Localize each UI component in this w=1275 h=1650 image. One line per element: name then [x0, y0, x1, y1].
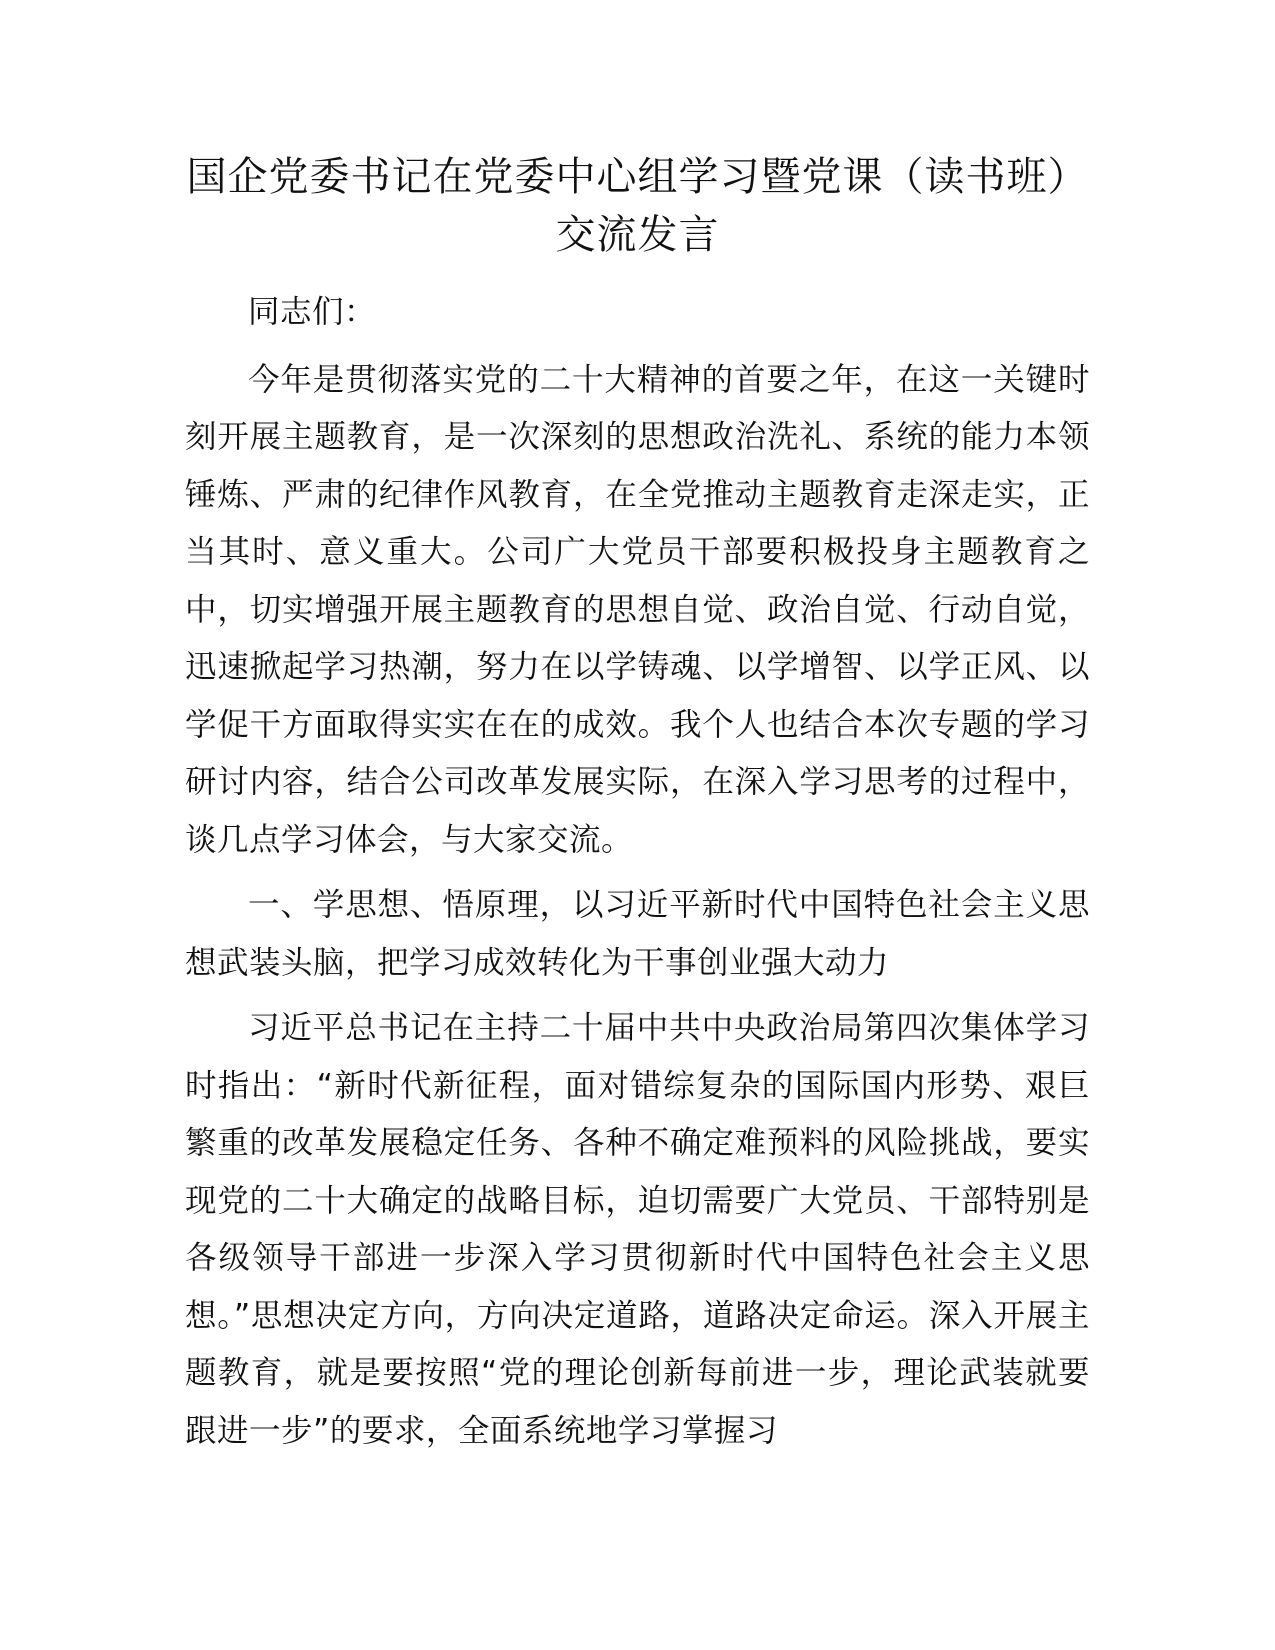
- section-heading-1: 一、学思想、悟原理，以习近平新时代中国特色社会主义思想武装头脑，把学习成效转化为干事创业强大动力: [185, 887, 1090, 981]
- paragraph-intro: 今年是贯彻落实党的二十大精神的首要之年，在这一关键时刻开展主题教育，是一次深刻的思想政治洗礼、系统的能力本领锤炼、严肃的纪律作风教育，在全党推动主题教育走深走实，正当其时、意义重大。公司广大党员干部要积极投身主题教育之中，切实增强开展主题教育的思想自觉、政治自觉、行动自觉，迅速掀起学习热潮，努力在以学铸魂、以学增智、以学正风、以学促干方面取得实实在在的成效。我个人也结合本次专题的学习研讨内容，结合公司改革发展实际，在深入学习思考的过程中，谈几点学习体会，与大家交流。: [185, 361, 1090, 858]
- document-title: 国企党委书记在党委中心组学习暨党课（读书班）交流发言: [186, 154, 1089, 258]
- document-body: [185, 148, 1090, 1468]
- greeting: 同志们：: [248, 294, 377, 330]
- paragraph-section-1: 习近平总书记在主持二十届中共中央政治局第四次集体学习时指出：“新时代新征程，面对错综复杂的国际国内形势、艰巨繁重的改革发展稳定任务、各种不确定难预料的风险挑战，要实现党的二十大确定的战略目标，迫切需要广大党员、干部特别是各级领导干部进一步深入学习贯彻新时代中国特色社会主义思想。”思想决定方向，方向决定道路，道路决定命运。深入开展主题教育，就是要按照“党的理论创新每前进一步，理论武装就要跟进一步”的要求，全面系统地学习掌握习: [185, 1010, 1090, 1449]
